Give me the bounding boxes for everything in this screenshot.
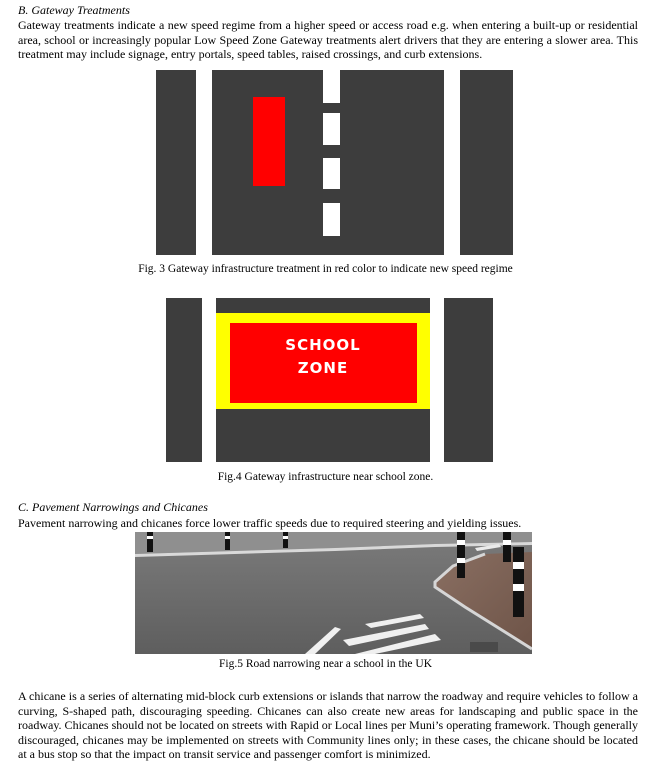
closing-paragraph: A chicane is a series of alternating mid-block curb extensions or islands that narrow the roadway and require vehicles to follow a curving, S-shaped path, discouraging speeding. Chicanes can also create new areas for landscaping and public space in the roadway. Chicanes should not be located on streets with Rapid or Local lines per Muni’s operating framework. Though generally discouraged, chicanes may be implemented on streets with Community lines only; in these cases, the chicane should be located at a bus stop so that the impact on transit service and passenger comfort is minimized.: [18, 689, 638, 762]
right-edge-line: [444, 70, 460, 255]
bollard: [513, 547, 524, 617]
left-edge-line: [202, 298, 216, 462]
drain-grate: [470, 642, 498, 652]
figure-3-caption: Fig. 3 Gateway infrastructure treatment in red color to indicate new speed regime: [138, 263, 513, 275]
right-edge-line: [430, 298, 444, 462]
bollard: [283, 532, 288, 548]
sign-text-line-1: SCHOOL: [285, 336, 361, 354]
section-b-paragraph: Gateway treatments indicate a new speed regime from a higher speed or access road e.g. when entering a built-up or residential area, school or increasingly popular Low Speed Zone Gateway treatments alert drivers that they are entering a slower area. This treatment may include signage, entry portals, speed tables, raised crossings, and curb extensions.: [18, 18, 638, 62]
center-dash: [323, 113, 340, 145]
figure-4-caption: Fig.4 Gateway infrastructure near school zone.: [217, 471, 434, 483]
center-dash: [323, 158, 340, 189]
bollard: [147, 532, 153, 552]
section-b-heading: B. Gateway Treatments: [18, 3, 130, 17]
left-edge-line: [196, 70, 212, 255]
red-gateway-treatment: [253, 97, 285, 186]
center-dash: [323, 70, 340, 103]
bollard: [225, 532, 230, 550]
figure-3-gateway-road-diagram: [156, 70, 513, 255]
bollard: [503, 532, 511, 562]
bollard: [457, 532, 465, 578]
figure-5-caption: Fig.5 Road narrowing near a school in the UK: [218, 658, 433, 670]
center-dash: [323, 203, 340, 236]
figure-4-school-zone-diagram: [166, 298, 493, 462]
sign-text-line-2: ZONE: [297, 359, 349, 377]
section-c-paragraph: Pavement narrowing and chicanes force lower traffic speeds due to required steering and yielding issues.: [18, 516, 522, 530]
figure-5-road-narrowing-photo: [135, 532, 532, 654]
section-c-heading: C. Pavement Narrowings and Chicanes: [18, 500, 208, 514]
